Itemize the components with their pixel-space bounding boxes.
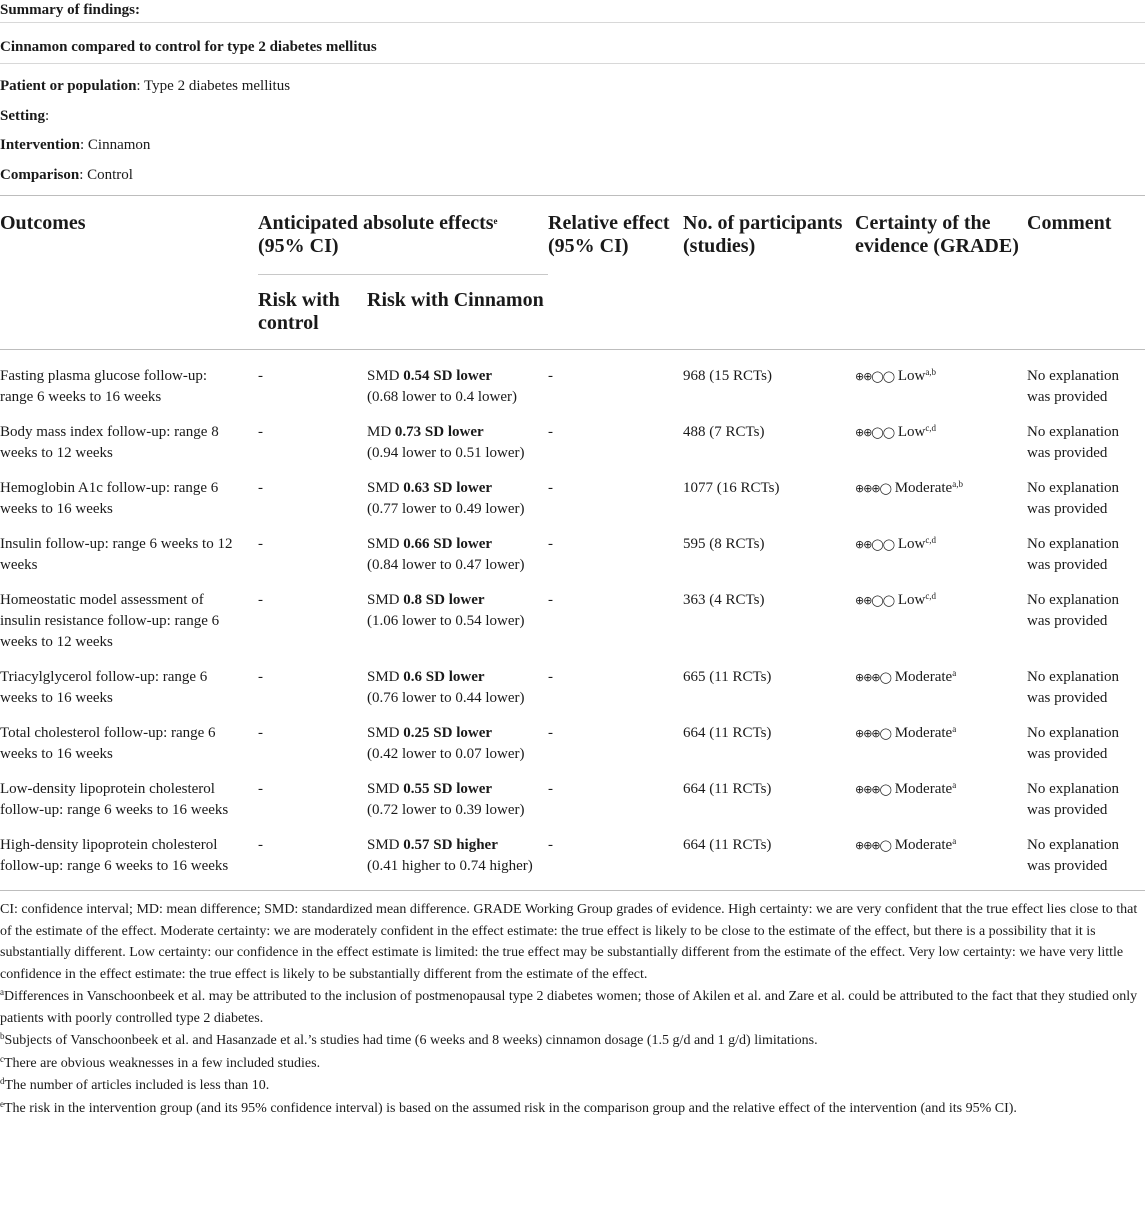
participants-cell: 664 (11 RCTs) <box>683 725 772 741</box>
relative-effect-cell: - <box>548 669 553 685</box>
table-row <box>0 529 1145 585</box>
certainty-cell: ⊕⊕⊕◯ Moderate$^a$ <box>855 780 957 797</box>
risk-cinnamon-cell: SMD 0.55 SD lower (0.72 lower to 0.39 lower) <box>367 781 525 818</box>
grade-symbols-icon: ⊕⊕◯◯ <box>855 426 895 439</box>
col-risk-control: Risk with control <box>258 289 340 334</box>
risk-cinnamon-cell: SMD 0.25 SD lower (0.42 lower to 0.07 lower) <box>367 725 525 762</box>
table-footnotes <box>0 890 1145 1119</box>
outcome-cell: Low-density lipoprotein cholesterol follow-up: range 6 weeks to 16 weeks <box>0 781 229 818</box>
footnote-b: $^b$Subjects of Vanschoonbeek et al. and Hasanzade et al.’s studies had time (6 weeks and 8 weeks) cinnamon dosage (1.5 g/d and 1 g/d) limitations. <box>0 1031 818 1048</box>
comment-cell: No explanation was provided <box>1027 837 1120 874</box>
certainty-cell: ⊕⊕⊕◯ Moderate$^{a,b}$ <box>855 479 963 496</box>
table-row <box>0 830 1145 886</box>
col-outcomes: Outcomes <box>0 212 86 234</box>
risk-cinnamon-cell: MD 0.73 SD lower (0.94 lower to 0.51 lower) <box>367 424 525 461</box>
grade-symbols-icon: ⊕⊕⊕◯ <box>855 839 891 852</box>
col-risk-cinnamon: Risk with Cinnamon <box>367 289 544 311</box>
col-anticipated: Anticipated absolute effects$^e$ (95% CI) <box>258 196 548 275</box>
certainty-cell: ⊕⊕◯◯ Low$^{c,d}$ <box>855 423 937 440</box>
participants-cell: 1077 (16 RCTs) <box>683 480 780 496</box>
comment-cell: No explanation was provided <box>1027 781 1120 818</box>
certainty-cell: ⊕⊕⊕◯ Moderate$^a$ <box>855 668 957 685</box>
outcome-cell: Insulin follow-up: range 6 weeks to 12 weeks <box>0 536 233 573</box>
table-row <box>0 774 1145 830</box>
outcome-cell: Hemoglobin A1c follow-up: range 6 weeks to 16 weeks <box>0 480 219 517</box>
grade-symbols-icon: ⊕⊕⊕◯ <box>855 783 891 796</box>
outcome-cell: Total cholesterol follow-up: range 6 weeks to 16 weeks <box>0 725 216 762</box>
risk-control-cell: - <box>258 669 263 685</box>
comment-cell: No explanation was provided <box>1027 536 1120 573</box>
footnote-d: $^d$The number of articles included is less than 10. <box>0 1076 270 1093</box>
comment-cell: No explanation was provided <box>1027 480 1120 517</box>
footnote-e: $^e$The risk in the intervention group (and its 95% confidence interval) is based on the assumed risk in the comparison group and the relative effect of the intervention (and its 95% CI). <box>0 1098 1017 1116</box>
participants-cell: 595 (8 RCTs) <box>683 536 765 552</box>
risk-cinnamon-cell: SMD 0.54 SD lower (0.68 lower to 0.4 lower) <box>367 368 517 405</box>
table-row <box>0 662 1145 718</box>
risk-control-cell: - <box>258 592 263 608</box>
outcome-cell: Triacylglycerol follow-up: range 6 weeks to 16 weeks <box>0 669 208 706</box>
risk-cinnamon-cell: SMD 0.66 SD lower (0.84 lower to 0.47 lower) <box>367 536 525 573</box>
comment-cell: No explanation was provided <box>1027 592 1120 629</box>
table-row <box>0 417 1145 473</box>
comment-cell: No explanation was provided <box>1027 725 1120 762</box>
population-meta <box>0 64 1145 190</box>
risk-control-cell: - <box>258 536 263 552</box>
risk-control-cell: - <box>258 837 263 853</box>
certainty-cell: ⊕⊕◯◯ Low$^{c,d}$ <box>855 591 937 608</box>
outcome-cell: Fasting plasma glucose follow-up: range 6 weeks to 16 weeks <box>0 368 208 405</box>
risk-cinnamon-cell: SMD 0.8 SD lower (1.06 lower to 0.54 lower) <box>367 592 525 629</box>
comment-cell: No explanation was provided <box>1027 669 1120 706</box>
certainty-cell: ⊕⊕⊕◯ Moderate$^a$ <box>855 724 957 741</box>
participants-cell: 363 (4 RCTs) <box>683 592 765 608</box>
table-row <box>0 718 1145 774</box>
outcome-cell: Homeostatic model assessment of insulin resistance follow-up: range 6 weeks to 12 weeks <box>0 592 220 650</box>
grade-symbols-icon: ⊕⊕◯◯ <box>855 538 895 551</box>
table-row <box>0 585 1145 662</box>
risk-cinnamon-cell: SMD 0.63 SD lower (0.77 lower to 0.49 lower) <box>367 480 525 517</box>
meta-intervention: Intervention: Cinnamon <box>0 137 151 153</box>
relative-effect-cell: - <box>548 837 553 853</box>
relative-effect-cell: - <box>548 536 553 552</box>
footnote-c: $^c$There are obvious weaknesses in a few included studies. <box>0 1053 321 1071</box>
participants-cell: 488 (7 RCTs) <box>683 424 765 440</box>
comparison-title: Cinnamon compared to control for type 2 diabetes mellitus <box>0 23 1145 64</box>
outcome-cell: High-density lipoprotein cholesterol follow-up: range 6 weeks to 16 weeks <box>0 837 229 874</box>
col-participants: No. of participants (studies) <box>683 212 843 257</box>
grade-symbols-icon: ⊕⊕⊕◯ <box>855 671 891 684</box>
col-comment: Comment <box>1027 212 1112 234</box>
risk-control-cell: - <box>258 781 263 797</box>
meta-population: Patient or population: Type 2 diabetes mellitus <box>0 78 291 94</box>
meta-setting: Setting: <box>0 107 50 124</box>
risk-cinnamon-cell: SMD 0.6 SD lower (0.76 lower to 0.44 lower) <box>367 669 525 706</box>
risk-control-cell: - <box>258 480 263 496</box>
findings-table <box>0 195 1145 886</box>
certainty-cell: ⊕⊕◯◯ Low$^{c,d}$ <box>855 535 937 552</box>
participants-cell: 664 (11 RCTs) <box>683 781 772 797</box>
risk-control-cell: - <box>258 725 263 741</box>
table-row <box>0 473 1145 529</box>
comment-cell: No explanation was provided <box>1027 368 1120 405</box>
participants-cell: 664 (11 RCTs) <box>683 837 772 853</box>
grade-symbols-icon: ⊕⊕◯◯ <box>855 594 895 607</box>
relative-effect-cell: - <box>548 424 553 440</box>
risk-control-cell: - <box>258 424 263 440</box>
footnote-a: $^a$Differences in Vanschoonbeek et al. may be attributed to the inclusion of postmenopausal type 2 diabetes women; those of Akilen et al. and Zare et al. could be attributed to the fact that they studied only patients with poorly controlled type 2 diabetes. <box>0 987 1138 1026</box>
participants-cell: 665 (11 RCTs) <box>683 669 772 685</box>
participants-cell: 968 (15 RCTs) <box>683 368 772 384</box>
grade-symbols-icon: ⊕⊕⊕◯ <box>855 727 891 740</box>
relative-effect-cell: - <box>548 781 553 797</box>
certainty-cell: ⊕⊕⊕◯ Moderate$^a$ <box>855 836 957 853</box>
risk-cinnamon-cell: SMD 0.57 SD higher (0.41 higher to 0.74 higher) <box>367 837 533 874</box>
footnote-definitions: CI: confidence interval; MD: mean difference; SMD: standardized mean difference. GRADE Working Group grades of evidence. High certainty: we are very confident that the true effect lies close to that of the estimate of the effect. Moderate certainty: we are moderately confident in the effect estimate: the true effect is likely to be close to the estimate of the effect, but there is a possibility that it is substantially different. Low certainty: our confidence in the effect estimate is limited: the true effect may be substantially different from the estimate of the effect. Very low certainty: we have very little confidence in the effect estimate: the true effect is likely to be substantially different from the estimate of the effect. <box>0 902 1138 982</box>
grade-symbols-icon: ⊕⊕◯◯ <box>855 370 895 383</box>
outcome-cell: Body mass index follow-up: range 8 weeks to 12 weeks <box>0 424 219 461</box>
certainty-cell: ⊕⊕◯◯ Low$^{a,b}$ <box>855 367 937 384</box>
risk-control-cell: - <box>258 368 263 384</box>
table-row <box>0 350 1145 418</box>
col-relative: Relative effect (95% CI) <box>548 212 670 257</box>
relative-effect-cell: - <box>548 480 553 496</box>
summary-heading: Summary of findings: <box>0 0 1145 23</box>
grade-symbols-icon: ⊕⊕⊕◯ <box>855 482 891 495</box>
relative-effect-cell: - <box>548 725 553 741</box>
relative-effect-cell: - <box>548 368 553 384</box>
meta-comparison: Comparison: Control <box>0 166 133 183</box>
col-certainty: Certainty of the evidence (GRADE) <box>855 212 1019 257</box>
comment-cell: No explanation was provided <box>1027 424 1120 461</box>
relative-effect-cell: - <box>548 592 553 608</box>
